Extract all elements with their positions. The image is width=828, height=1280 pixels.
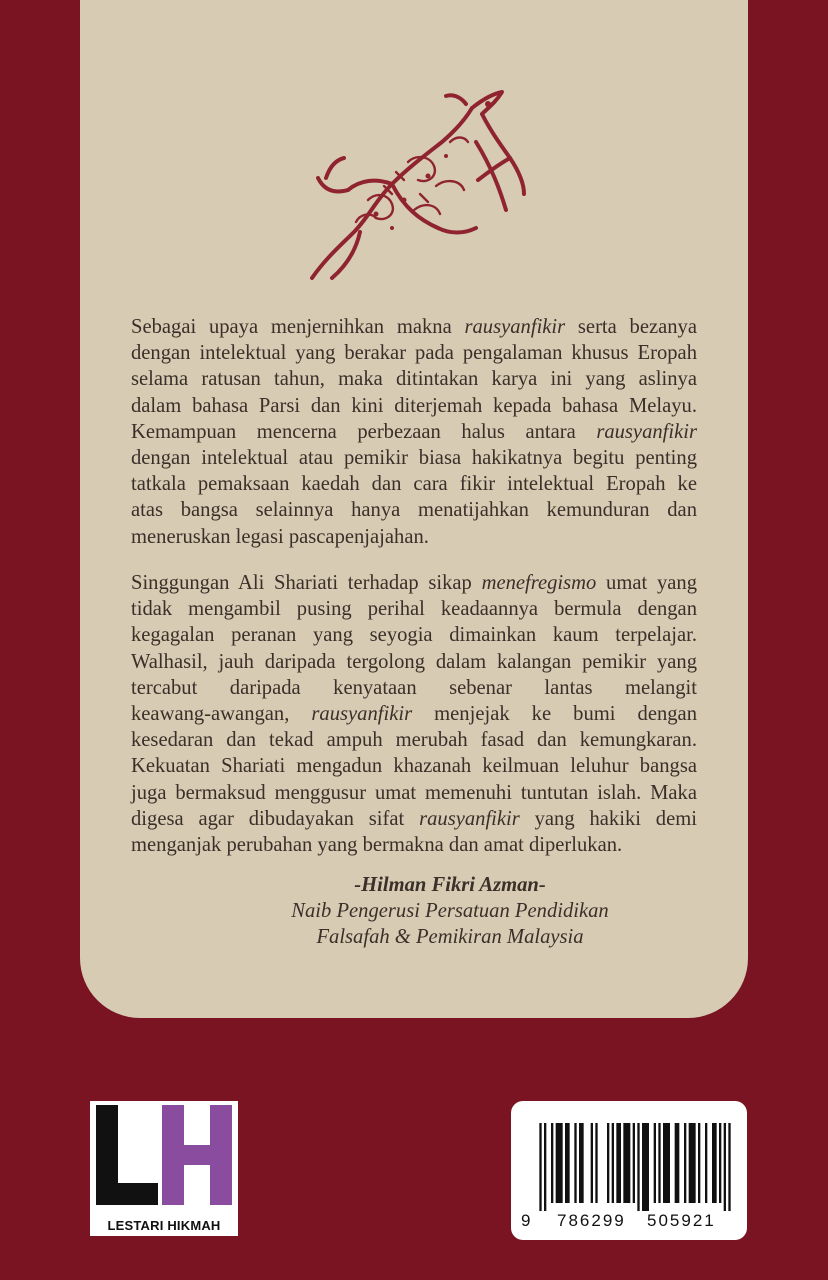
text-line	[131, 340, 697, 366]
text-segment: dengan intelektual yang berakar pada pengalaman khusus Eropah	[131, 342, 697, 365]
barcode-bar	[556, 1123, 563, 1203]
text-segment: dalam bahasa Parsi dan kini diterjemah kepada bahasa Melayu.	[131, 394, 697, 417]
barcode-bar	[663, 1123, 670, 1203]
text-line	[131, 314, 697, 340]
attribution-role-line-1: Naib Pengerusi Persatuan Pendidikan	[291, 900, 609, 922]
text-segment: tidak mengambil pusing perihal keadaannya bermula dengan	[131, 598, 697, 621]
barcode-bar	[689, 1123, 696, 1203]
text-segment: dengan intelektual atau pemikir biasa hakikatnya begitu penting	[131, 447, 697, 470]
italic-term: rausyanfikir	[596, 420, 697, 443]
paragraph-2	[131, 570, 697, 858]
barcode-bar	[642, 1123, 649, 1211]
text-line	[131, 471, 697, 497]
barcode-digits-right: 505921	[647, 1211, 716, 1230]
text-line	[131, 497, 697, 523]
italic-term: rausyanfikir	[464, 316, 566, 338]
text-segment: keawang-awangan,	[131, 703, 312, 726]
text-line	[131, 524, 697, 550]
barcode-bar	[591, 1123, 593, 1203]
barcode-bar	[654, 1123, 656, 1203]
text-line	[131, 366, 697, 392]
barcode-bar	[719, 1123, 721, 1203]
text-segment: menjejak ke bumi dengan	[412, 703, 697, 726]
barcode-bar	[684, 1123, 686, 1203]
italic-term: menefregismo	[481, 572, 597, 594]
text-segment: meneruskan legasi pascapenjajahan.	[131, 525, 429, 548]
text-segment: yang hakiki demi	[519, 807, 697, 830]
barcode-bar	[675, 1123, 680, 1203]
attribution	[200, 872, 700, 950]
barcode-bar	[607, 1123, 609, 1203]
text-line	[131, 727, 697, 753]
text-segment: selama ratusan tahun, maka ditintakan karya ini yang aslinya	[131, 368, 697, 391]
text-line	[131, 445, 697, 471]
publisher-logo	[90, 1101, 238, 1236]
text-line	[131, 806, 697, 832]
lh-logo-icon	[90, 1101, 238, 1211]
text-segment: kesedaran dan tekad ampuh merubah fasad dan kemungkaran.	[131, 729, 697, 752]
text-line	[131, 596, 697, 622]
text-segment: atas bangsa selainnya hanya menatijahkan kemunduran dan	[131, 499, 697, 522]
barcode-bar	[612, 1123, 614, 1203]
barcode-bars	[537, 1123, 733, 1211]
barcode-digits-left: 786299	[557, 1211, 626, 1230]
calligraphy-deer-emblem	[296, 82, 528, 292]
text-segment: serta bezanya	[565, 316, 697, 338]
text-segment: Kekuatan Shariati mengadun khazanah keilmuan leluhur bangsa	[131, 755, 697, 778]
barcode-bar	[539, 1123, 541, 1211]
barcode-bar	[698, 1123, 700, 1203]
text-line	[131, 832, 697, 858]
barcode-bar	[633, 1123, 635, 1203]
text-line	[131, 622, 697, 648]
publisher-name: LESTARI HIKMAH	[107, 1218, 221, 1233]
paragraph-1	[131, 314, 697, 550]
barcode-bar	[637, 1123, 639, 1211]
barcode-bar	[565, 1123, 570, 1203]
barcode-bar	[658, 1123, 660, 1203]
attribution-name: -Hilman Fikri Azman-	[354, 874, 546, 896]
barcode-bar	[705, 1123, 707, 1203]
barcode-bar	[574, 1123, 576, 1203]
text-segment: Sebagai upaya menjernihkan makna	[131, 316, 465, 338]
barcode-bar	[616, 1123, 621, 1203]
text-line	[131, 419, 697, 445]
barcode-bar	[544, 1123, 546, 1211]
text-line	[131, 570, 697, 596]
barcode-bar	[579, 1123, 584, 1203]
text-line	[131, 675, 697, 701]
barcode-bar	[712, 1123, 717, 1203]
barcode-bar	[724, 1123, 726, 1211]
text-segment: Singgungan Ali Shariati terhadap sikap	[131, 572, 482, 594]
text-line	[131, 753, 697, 779]
italic-term: rausyanfikir	[419, 807, 520, 830]
barcode-bar	[551, 1123, 553, 1203]
isbn-barcode	[511, 1101, 747, 1240]
text-segment: juga bermaksud menggusur umat memenuhi tuntutan islah. Maka	[131, 781, 697, 804]
text-segment: Walhasil, jauh daripada tergolong dalam kalangan pemikir yang	[131, 650, 697, 673]
text-segment: tercabut daripada kenyataan sebenar lantas melangit	[131, 676, 697, 699]
barcode-bar	[595, 1123, 597, 1203]
italic-term: rausyanfikir	[311, 703, 413, 726]
text-segment: digesa agar dibudayakan sifat	[131, 807, 420, 830]
text-segment: kegagalan peranan yang seyogia dimainkan kaum terpelajar.	[131, 624, 697, 647]
attribution-role-line-2: Falsafah & Pemikiran Malaysia	[316, 926, 584, 948]
text-line	[131, 649, 697, 675]
text-segment: Kemampuan mencerna perbezaan halus antara	[131, 420, 597, 443]
text-line	[131, 780, 697, 806]
text-segment: umat yang	[596, 572, 697, 594]
barcode-digit-lead: 9	[521, 1211, 531, 1230]
text-line	[131, 701, 697, 727]
barcode-bar	[728, 1123, 730, 1211]
text-segment: tatkala pemaksaan kaedah dan cara fikir intelektual Eropah ke	[131, 473, 697, 496]
barcode-bar	[623, 1123, 630, 1203]
text-segment: menganjak perubahan yang bermakna dan amat diperlukan.	[131, 834, 623, 857]
text-line	[131, 393, 697, 419]
